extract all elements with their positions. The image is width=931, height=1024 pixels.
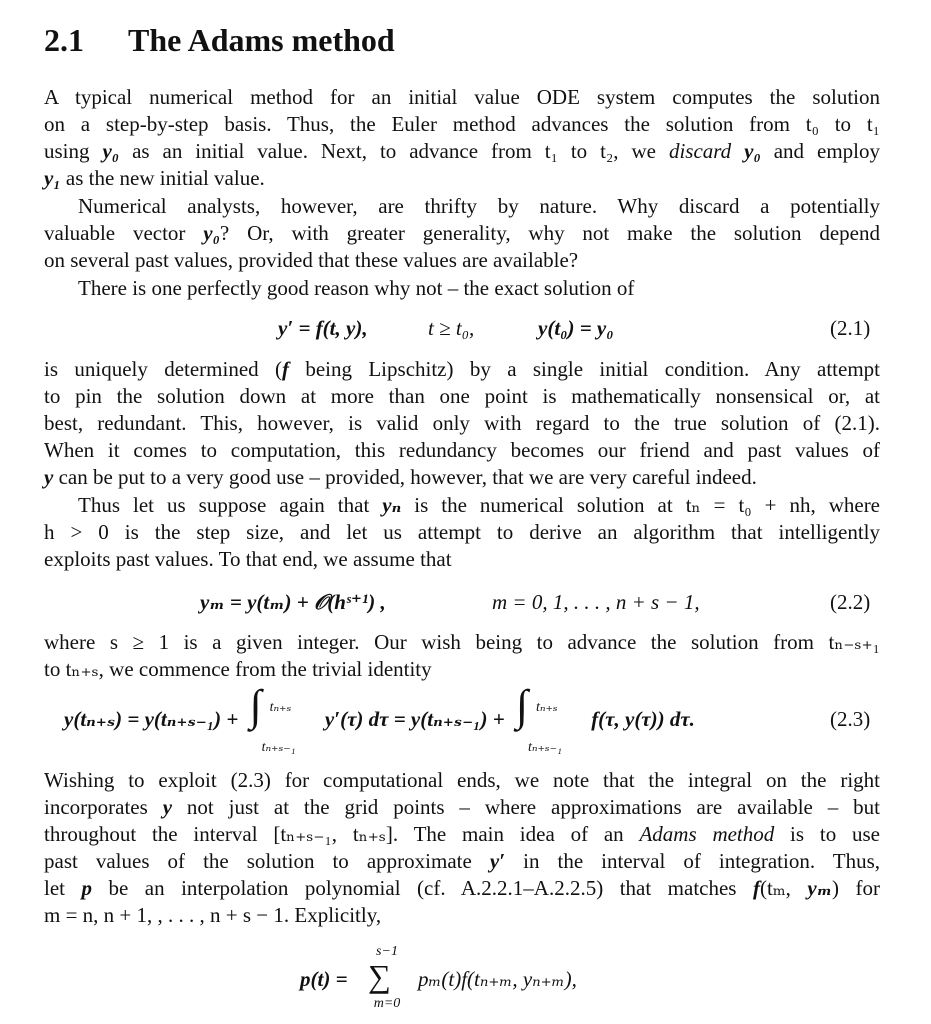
text-run: in the interval of integration. Thus,: [505, 849, 881, 873]
emphasis: Adams method: [639, 822, 775, 846]
text-line: best, redundant. This, however, is valid only with regard to the true solution of (2.1).: [44, 411, 880, 435]
text-run: is the numerical solution at tₙ = t₀ + nh, where: [401, 493, 881, 517]
math: pₘ(t)f(tₙ₊ₘ, yₙ₊ₘ),: [418, 967, 577, 991]
equation-number: (2.1): [830, 316, 871, 340]
text-run: Thus let us suppose again that: [78, 493, 383, 517]
text-line: [44, 220, 880, 247]
text-line: [44, 794, 880, 821]
math-vector: y′: [489, 849, 506, 873]
text-run: not just at the grid points – where approximations are available – but: [172, 795, 880, 819]
math-vector: yₘ: [807, 876, 833, 900]
text-line: to pin the solution down at more than one point is mathematically nonsensical or, at: [44, 384, 880, 408]
section-title: The Adams method: [128, 22, 395, 58]
equation-2-2-range: [492, 589, 700, 616]
integral-lower-limit: tₙ₊ₛ₋₁: [261, 739, 296, 755]
integral-upper-limit: tₙ₊ₛ: [535, 699, 558, 715]
math-vector: f: [282, 357, 289, 381]
math-vector: yₙ: [382, 493, 402, 517]
sum-lower-limit: m=0: [373, 996, 401, 1011]
text-line: [44, 356, 880, 383]
text-run: valuable vector: [44, 221, 204, 245]
text-run: throughout the interval [tₙ₊ₛ₋₁, tₙ₊ₛ]. The main idea of an: [44, 822, 640, 846]
integral-upper-limit: tₙ₊ₛ: [269, 699, 292, 715]
integral-sign: [244, 680, 296, 755]
equation-2-3: [64, 680, 695, 755]
text-line: [44, 464, 880, 491]
text-line: m = n, n + 1, , . . . , n + s − 1. Explicitly,: [44, 903, 382, 927]
text-line: [44, 875, 880, 902]
sum-upper-limit: s−1: [376, 944, 398, 959]
text-line: [44, 165, 880, 192]
text-run: using: [44, 139, 103, 163]
text-run: can be put to a very good use – provided, however, that we are very careful indeed.: [53, 465, 757, 489]
text-run: and employ: [760, 139, 880, 163]
integral-symbol: ∫: [249, 680, 262, 730]
math-vector: y: [44, 465, 54, 489]
math: f(τ, y(τ)) dτ.: [591, 707, 695, 731]
text-line: Numerical analysts, however, are thrifty by nature. Why discard a potentially: [78, 194, 880, 218]
equation-2-2-lhs: [200, 589, 386, 616]
text-run: be an interpolation polynomial (cf. A.2.2.1–A.2.2.5) that matches: [91, 876, 753, 900]
text-run: is uniquely determined (: [44, 357, 282, 381]
text-line: h > 0 is the step size, and let us attempt to derive an algorithm that intelligently: [44, 520, 880, 544]
text-line: [44, 821, 880, 848]
math: y(tₙ₊ₛ) = y(tₙ₊ₛ₋₁) +: [64, 707, 239, 731]
text-run: [731, 139, 744, 163]
integral-sign: [510, 680, 562, 755]
text-line: [78, 492, 880, 519]
math-vector: y₀: [102, 139, 120, 163]
text-run: (tₘ,: [759, 876, 808, 900]
math: y′ = f(t, y),: [278, 316, 368, 340]
emphasis: discard: [668, 139, 732, 163]
text-run: let: [44, 876, 82, 900]
text-run: ? Or, with greater generality, why not make the solution depend: [219, 221, 880, 245]
math-vector: y₀: [203, 221, 220, 245]
equation-2-1-condition: [428, 315, 474, 342]
math-vector: y₁: [44, 166, 61, 190]
text-line: on a step-by-step basis. Thus, the Euler method advances the solution from t₀ to t₁: [44, 112, 880, 136]
text-run: past values of the solution to approximate: [44, 849, 490, 873]
text-line: Wishing to exploit (2.3) for computational ends, we note that the integral on the right: [44, 768, 880, 792]
text-line: to tₙ₊ₛ, we commence from the trivial identity: [44, 657, 432, 681]
math-vector: f: [752, 876, 760, 900]
math: m = 0, 1, . . . , n + s − 1,: [492, 590, 700, 614]
equation-interpolant-rhs: [418, 966, 577, 993]
text-run: as the new initial value.: [60, 166, 265, 190]
math-vector: y₀: [744, 139, 761, 163]
math-vector: y: [162, 795, 173, 819]
text-line: When it comes to computation, this redundancy becomes our friend and past values of: [44, 438, 880, 462]
text-line: [44, 138, 880, 165]
integral-lower-limit: tₙ₊ₛ₋₁: [527, 739, 562, 755]
equation-interpolant-lhs: [300, 966, 348, 993]
section-number: 2.1: [44, 22, 84, 58]
math: t ≥ t₀,: [428, 316, 475, 340]
math: yₘ = y(tₘ) + 𝒪(hˢ⁺¹) ,: [200, 590, 386, 614]
sum-symbol: ∑: [368, 958, 391, 994]
text-run: as an initial value. Next, to advance from t₁ to t₂, we: [119, 139, 669, 163]
text-run: is to use: [774, 822, 880, 846]
section-heading: [44, 22, 395, 59]
text-line: exploits past values. To that end, we assume that: [44, 547, 452, 571]
equation-2-1-rhs: [538, 315, 614, 342]
text-line: A typical numerical method for an initial value ODE system computes the solution: [44, 85, 880, 109]
text-run: incorporates: [44, 795, 163, 819]
text-line: There is one perfectly good reason why not – the exact solution of: [78, 276, 635, 300]
equation-number: (2.2): [830, 590, 871, 614]
text-line: [44, 848, 880, 875]
math: y(t₀) = y₀: [538, 316, 614, 340]
math: p(t) =: [300, 967, 348, 991]
text-line: where s ≥ 1 is a given integer. Our wish being to advance the solution from tₙ₋ₛ₊₁: [44, 630, 880, 654]
equation-number: (2.3): [830, 707, 871, 731]
math-vector: p: [81, 876, 92, 900]
text-line: on several past values, provided that these values are available?: [44, 248, 579, 272]
math: y′(τ) dτ = y(tₙ₊ₛ₋₁) +: [324, 707, 505, 731]
text-run: ) for: [832, 876, 881, 900]
text-run: being Lipschitz) by a single initial condition. Any attempt: [289, 357, 880, 381]
equation-2-1-lhs: [278, 315, 368, 342]
integral-symbol: ∫: [515, 680, 528, 730]
